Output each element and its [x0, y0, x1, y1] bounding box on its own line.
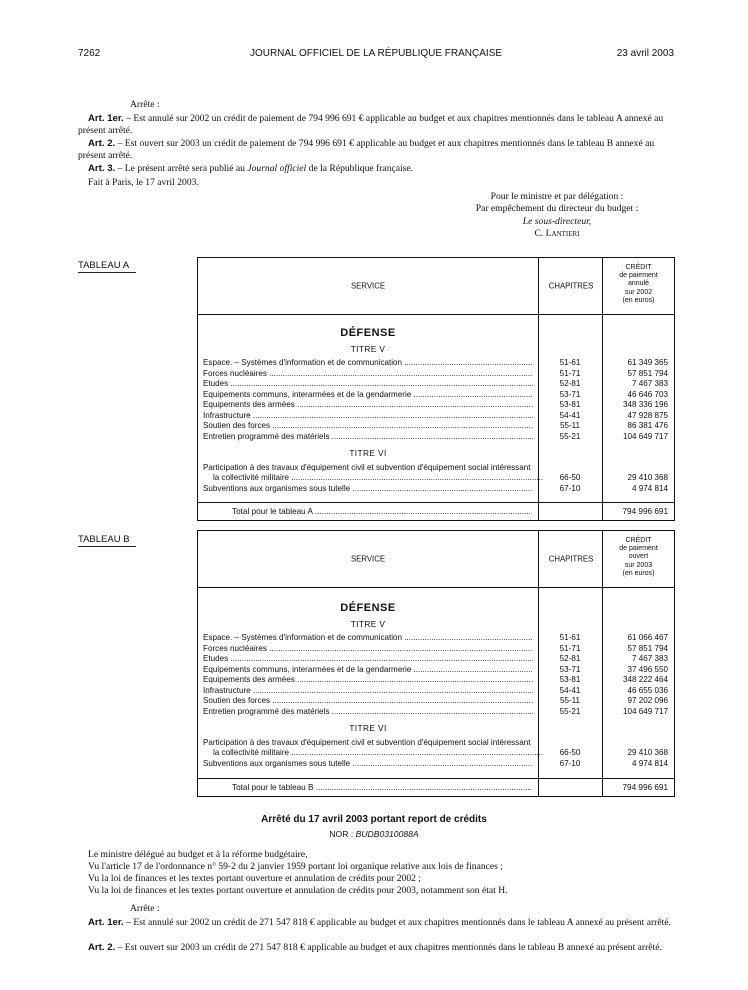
row-service: Espace. – Systèmes d'information et de communication .....: [203, 358, 533, 369]
row-credit: 29 410 368: [627, 748, 668, 757]
total-value: 794 996 691: [622, 507, 668, 516]
article-1-label: Art. 1er.: [88, 917, 124, 928]
row-chapitre: 54-41: [559, 685, 581, 695]
article-2-text: – Est ouvert sur 2003 un crédit de paiement de 794 996 691 € applicable au budget et aux chapitres mentionnés dans le tableau B annexé au présent arrêté.: [78, 138, 655, 161]
arrete-text: Arrête :: [130, 903, 160, 914]
credit-header-line: sur 2003: [624, 561, 653, 569]
row-chapitre: 53-71: [559, 389, 581, 399]
row-chapitre: 53-71: [559, 664, 581, 674]
row-service: Soutien des forces .....: [203, 696, 533, 707]
sig-line-1: Pour le ministre et par délégation :: [490, 191, 624, 202]
nor-code: BUDB0310088A: [355, 829, 419, 839]
sig-title: Le sous-directeur,: [522, 215, 592, 227]
row-service: Participation à des travaux d'équipement civil et subvention d'équipement social intéressant: [203, 463, 531, 472]
row-credit: 7 467 383: [631, 379, 668, 388]
row-credit: 46 655 036: [627, 685, 668, 695]
article-1: [78, 113, 674, 137]
table-row: [198, 484, 674, 495]
table-row: [198, 748, 674, 759]
row-service: la collectivité militaire .....: [203, 748, 543, 759]
row-chapitre: 53-81: [559, 400, 581, 409]
row-chapitre: 51-61: [559, 358, 581, 367]
section-titre-v: TITRE V: [350, 619, 386, 629]
table-row: [198, 696, 674, 707]
row-credit: 61 066 467: [627, 633, 668, 642]
article-3-label: Art. 3.: [88, 163, 116, 174]
credit-header: [603, 264, 674, 305]
total-row: [198, 502, 674, 521]
row-credit: 97 202 096: [627, 696, 668, 705]
article-3-journal: Journal officiel: [247, 163, 307, 174]
decree-2-arrete: [78, 903, 674, 915]
table-row: [198, 411, 674, 422]
journal-title: JOURNAL OFFICIEL DE LA RÉPUBLIQUE FRANÇAISE: [249, 48, 503, 59]
row-credit: 29 410 368: [627, 473, 668, 482]
arrete-heading: [78, 99, 674, 111]
tableau-a: [197, 257, 675, 521]
row-chapitre: 53-81: [559, 675, 581, 684]
row-service: Equipements des armées .....: [203, 675, 533, 686]
row-chapitre: 67-10: [559, 758, 581, 768]
fait-line: [78, 177, 674, 189]
row-service: Espace. – Systèmes d'information et de communication .....: [203, 633, 533, 644]
service-header: SERVICE: [350, 281, 386, 291]
row-credit: 57 851 794: [627, 368, 668, 378]
article-3-text-b: de la République française.: [308, 163, 414, 174]
decree-2-article-1: [78, 917, 674, 929]
row-credit: 104 649 717: [622, 706, 668, 716]
row-service: Entretien programmé des matériels .....: [203, 707, 533, 718]
article-2: [78, 138, 674, 162]
row-service: Soutien des forces .....: [203, 421, 533, 432]
row-service: Infrastructure .....: [203, 411, 533, 422]
row-service: Etudes .....: [203, 654, 533, 665]
row-service: Equipements communs, interarmées et de la gendarmerie .....: [203, 390, 533, 401]
row-service: Forces nucléaires .....: [203, 369, 533, 380]
table-row: [198, 463, 674, 474]
section-defense: DÉFENSE: [340, 602, 396, 614]
chapitres-header: CHAPITRES: [548, 554, 594, 564]
article-1-label: Art. 1er.: [88, 113, 124, 124]
credit-header-line: (en euros): [622, 569, 655, 577]
row-chapitre: 51-71: [559, 368, 581, 378]
row-credit: 61 349 365: [627, 358, 668, 367]
decree-2-vu-2: [78, 873, 674, 885]
row-chapitre: 55-11: [559, 696, 581, 705]
credit-header-line: CRÉDIT: [625, 264, 652, 271]
article-3: [78, 163, 674, 175]
decree-2-nor: [0, 829, 748, 839]
row-service: Entretien programmé des matériels .....: [203, 432, 533, 443]
row-chapitre: 51-71: [559, 643, 581, 653]
table-row: [198, 654, 674, 665]
table-row: [198, 738, 674, 749]
article-2-text: – Est ouvert sur 2003 un crédit de 271 547 818 € applicable au budget et aux chapitres mentionnés dans le tableau B annexé au présent arrêté.: [117, 942, 662, 953]
row-service: Equipements communs, interarmées et de la gendarmerie .....: [203, 665, 533, 676]
decree-2-intro: [78, 849, 674, 861]
row-chapitre: 52-81: [559, 379, 581, 388]
credit-header-line: ouvert: [628, 553, 649, 561]
row-chapitre: 66-50: [559, 473, 581, 482]
sig-line-2: Par empêchement du directeur du budget :: [475, 203, 639, 215]
total-value: 794 996 691: [622, 783, 668, 792]
signature-block: [440, 191, 674, 240]
table-row: [198, 759, 674, 770]
row-chapitre: 54-41: [559, 410, 581, 420]
row-credit: 348 336 196: [622, 400, 668, 409]
chapitres-header: CHAPITRES: [548, 281, 594, 291]
row-chapitre: 51-61: [559, 633, 581, 642]
page-header: [78, 48, 674, 64]
table-row: [198, 633, 674, 644]
article-2-label: Art. 2.: [88, 942, 116, 953]
row-credit: 46 646 703: [627, 389, 668, 399]
fait-text: Fait à Paris, le 17 avril 2003.: [88, 177, 199, 188]
credit-header-line: sur 2002: [624, 288, 653, 296]
article-2-label: Art. 2.: [88, 138, 116, 149]
table-row: [198, 473, 674, 484]
tableau-b-header: [198, 531, 674, 588]
total-label: Total pour le tableau A .....: [232, 503, 532, 521]
row-service: Subventions aux organismes sous tutelle .....: [203, 484, 533, 495]
table-row: [198, 358, 674, 369]
nor-label: NOR :: [329, 829, 354, 839]
tableau-a-header: [198, 258, 674, 315]
table-row: [198, 400, 674, 411]
total-label: Total pour le tableau B .....: [232, 779, 532, 797]
table-row: [198, 675, 674, 686]
vu-text: Vu la loi de finances et les textes portant ouverture et annulation de crédits pour 2002 ;: [88, 873, 421, 884]
credit-header-line: de paiement: [619, 272, 658, 280]
page-number: 7262: [78, 48, 101, 59]
row-credit: 86 381 476: [627, 421, 668, 430]
total-row: [198, 778, 674, 797]
vu-text: Vu la loi de finances et les textes portant ouverture et annulation de crédits pour 2003, notamment son état H.: [88, 885, 508, 896]
table-row: [198, 686, 674, 697]
table-row: [198, 379, 674, 390]
section-titre-v: TITRE V: [350, 344, 386, 354]
row-service: Etudes .....: [203, 379, 533, 390]
section-titre-vi: TITRE VI: [349, 723, 387, 733]
row-chapitre: 55-11: [559, 421, 581, 430]
arrete-text: Arrête :: [130, 99, 160, 110]
table-row: [198, 369, 674, 380]
table-row: [198, 707, 674, 718]
row-chapitre: 55-21: [559, 706, 581, 716]
row-credit: 4 974 814: [631, 758, 668, 768]
tableau-a-label: TABLEAU A: [78, 260, 136, 273]
decree-2-title: Arrêté du 17 avril 2003 portant report de crédits: [261, 814, 487, 825]
table-row: [198, 432, 674, 443]
row-credit: 4 974 814: [631, 483, 668, 493]
credit-header: [603, 537, 674, 578]
section-defense: DÉFENSE: [340, 327, 396, 339]
row-chapitre: 66-50: [559, 748, 581, 757]
decree-2-article-2: [78, 942, 674, 954]
row-chapitre: 55-21: [559, 431, 581, 441]
decree-2-vu-3: [78, 885, 674, 897]
row-credit: 348 222 464: [622, 675, 668, 684]
row-service: la collectivité militaire .....: [203, 473, 543, 484]
tableau-b: [197, 530, 675, 797]
tableau-b-label: TABLEAU B: [78, 534, 136, 547]
section-titre-vi: TITRE VI: [349, 448, 387, 458]
tableau-b-body: [198, 588, 674, 796]
article-1-text: – Est annulé sur 2002 un crédit de 271 547 818 € applicable au budget et aux chapitres mentionnés dans le tableau A annexé au présent arrêté.: [126, 917, 671, 928]
row-credit: 57 851 794: [627, 643, 668, 653]
sig-line-3: [440, 216, 674, 228]
sig-line-4: C. Lantieri: [534, 227, 580, 239]
service-header: SERVICE: [350, 554, 386, 564]
row-credit: 104 649 717: [622, 431, 668, 441]
row-service: Infrastructure .....: [203, 686, 533, 697]
row-service: Equipements des armées .....: [203, 400, 533, 411]
article-1-text: – Est annulé sur 2002 un crédit de paiement de 794 996 691 € applicable au budget et aux chapitres mentionnés dans le tableau A annexé au présent arrêté.: [78, 113, 664, 136]
issue-date: 23 avril 2003: [616, 48, 674, 59]
credit-header-line: annulé: [627, 280, 650, 288]
row-service: Subventions aux organismes sous tutelle .....: [203, 759, 533, 770]
intro-text: Le ministre délégué au budget et à la réforme budgétaire,: [88, 849, 308, 860]
table-row: [198, 421, 674, 432]
table-row: [198, 665, 674, 676]
credit-header-line: (en euros): [622, 296, 655, 304]
tableau-a-body: [198, 315, 674, 520]
row-chapitre: 52-81: [559, 654, 581, 663]
row-chapitre: 67-10: [559, 483, 581, 493]
credit-header-line: de paiement: [619, 545, 658, 553]
table-row: [198, 644, 674, 655]
table-row: [198, 390, 674, 401]
credit-header-line: CRÉDIT: [625, 537, 652, 544]
row-credit: 7 467 383: [631, 654, 668, 663]
row-service: Participation à des travaux d'équipement civil et subvention d'équipement social intéressant: [203, 738, 531, 747]
vu-text: Vu l'article 17 de l'ordonnance n° 59-2 du 2 janvier 1959 portant loi organique relative aux lois de finances ;: [88, 861, 503, 872]
row-credit: 37 496 550: [627, 664, 668, 674]
row-credit: 47 928 875: [627, 410, 668, 420]
row-service: Forces nucléaires .....: [203, 644, 533, 655]
article-3-text-a: – Le présent arrêté sera publié au: [117, 163, 245, 174]
decree-2-vu-1: [78, 861, 674, 873]
